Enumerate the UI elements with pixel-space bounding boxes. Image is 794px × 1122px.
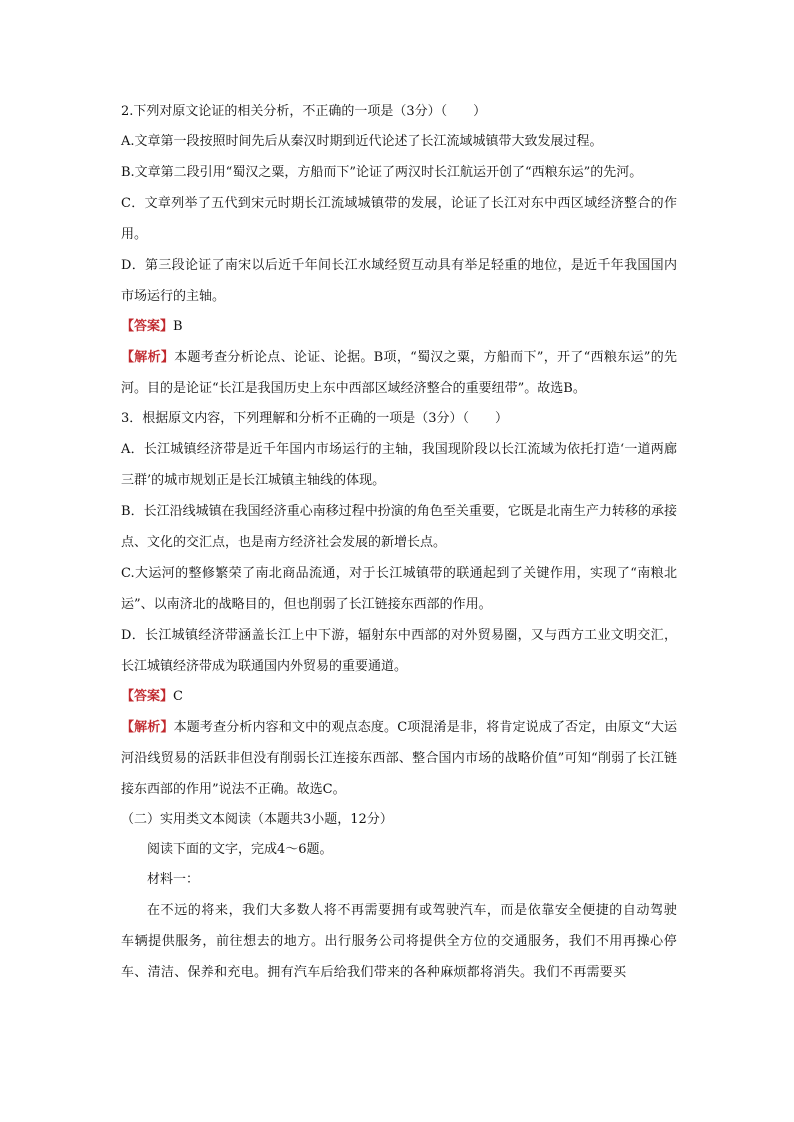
question-2-answer [121,317,677,337]
question-3-option-c: C.大运河的整修繁荣了南北商品流通，对于长江城镇带的联通起到了关键作用，实现了“南粮北运”、以南济北的战略目的，但也削弱了长江链接东西部的作用。 [121,566,677,612]
question-2-option-b: B.文章第二段引用“蜀汉之粟，方船而下”论证了两汉时长江航运开创了“西粮东运”的先河。 [121,165,643,180]
section-heading: （二）实用类文本阅读（本题共3小题，12分） [121,812,393,827]
question-2-stem: 2.下列对原文论证的相关分析，不正确的一项是（3分）（ ） [121,104,487,119]
question-2-option-d: D．第三段论证了南宋以后近千年间长江水域经贸互动具有举足轻重的地位，是近千年我国国内市场运行的主轴。 [121,258,677,304]
analysis-text: 本题考查分析论点、论证、论据。B项，“蜀汉之粟，方船而下”，开了“西粮东运”的先河。目的是论证“长江是我国历史上东中西部区域经济整合的重要纽带”。故选B。 [121,350,677,396]
answer-tag: 【答案】 [121,319,174,334]
question-3-answer [121,687,677,707]
question-2-analysis [121,342,677,404]
material-label: 材料一： [147,872,200,887]
answer-tag: 【答案】 [121,689,174,704]
document-content [121,102,677,993]
answer-value: C [173,689,183,704]
question-3-option-a: A．长江城镇经济带是近千年国内市场运行的主轴，我国现阶段以长江流域为依托打造‘一道两廊三群’的城市规划正是长江城镇主轴线的体现。 [121,442,677,488]
question-3-stem: 3．根据原文内容，下列理解和分析不正确的一项是（3分）（ ） [121,411,509,426]
analysis-tag: 【解析】 [121,350,175,365]
question-2-option-c: C．文章列举了五代到宋元时期长江流域城镇带的发展，论证了长江对东中西区域经济整合的作用。 [121,196,677,242]
question-3-analysis [121,712,677,805]
question-3-option-d: D．长江城镇经济带涵盖长江上中下游，辐射东中西部的对外贸易圈，又与西方工业文明交汇，长江城镇经济带成为联通国内外贸易的重要通道。 [121,628,677,674]
analysis-text: 本题考查分析内容和文中的观点态度。C项混淆是非，将肯定说成了否定，由原文“大运河沿线贸易的活跃非但没有削弱长江连接东西部、整合国内市场的战略价值”可知“削弱了长江链接东西部的作用”说法不正确。故选C。 [121,720,677,797]
analysis-tag: 【解析】 [121,720,174,735]
question-2-option-a: A.文章第一段按照时间先后从秦汉时期到近代论述了长江流域城镇带大致发展过程。 [121,134,603,149]
section-instruction: 阅读下面的文字，完成4～6题。 [147,842,333,857]
material-text: 在不远的将来，我们大多数人将不再需要拥有或驾驶汽车，而是依靠安全便捷的自动驾驶车辆提供服务，前往想去的地方。出行服务公司将提供全方位的交通服务，我们不用再操心停车、清洁、保养和充电。拥有汽车后给我们带来的各种麻烦都将消失。我们不再需要买 [121,903,677,980]
question-3-option-b: B．长江沿线城镇在我国经济重心南移过程中扮演的角色至关重要，它既是北南生产力转移的承接点、文化的交汇点，也是南方经济社会发展的新增长点。 [121,504,677,550]
answer-value: B [173,319,183,334]
